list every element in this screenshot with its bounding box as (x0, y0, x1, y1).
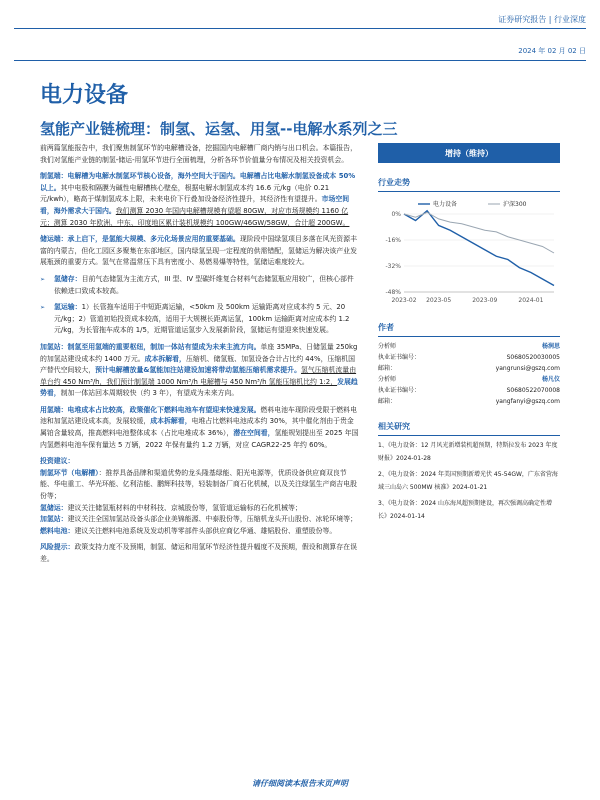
report-title: 氢能产业链梳理：制氢、运氢、用氢--电解水系列之三 (40, 120, 398, 138)
series-line (404, 211, 554, 286)
section-head: 加氢站：制氢至用氢端的重要枢纽，制加一体站有望成为未来主流方向。 (40, 342, 261, 351)
author-row: 分析师 杨凡仪 (378, 376, 560, 383)
bullet-storage: ➢ 氢储存：目前气态储氢为主流方式，III 型、IV 型碳纤维复合材料气态储氢瓶应用较广，但核心部件依赖进口致成本较高。 (40, 274, 360, 297)
x-tick-label: 2023-09 (472, 297, 498, 304)
section-head: 风险提示： (40, 543, 75, 552)
section-production: 制氢端：电解槽为电解水制氢环节核心设备，海外空间大于国内。电解槽占比电解水制氢设备成本 50%以上。其中电极和隔膜为碱性电解槽核心壁垒，根据电解水制氢成本约 16.6 元/kg（电价 0.21 元/kwh），略高于煤制氢成本上限，未来电价下行叠加设备经济性提升，其经济性有望提升。市场空间看，海外需求大于国内。我们测算 2030 年国内电解槽规模有望超 80GW，对应市场规模约 1160 亿元；测算 2030 年欧洲、中东、印度地区累计装机规模约 100GW/46GW/58GW，合计超 200GW。 (40, 172, 356, 227)
bullet-icon: ➢ (40, 275, 46, 283)
invest-item-2: 氢储运：建议关注储氢瓶材料的中材科技、京城股份等，氢管道运输标的石化机械等； (40, 503, 302, 512)
industry-trend-chart (378, 196, 560, 306)
trend-title: 行业走势 (378, 177, 560, 192)
section-invest (40, 456, 360, 468)
sidebar (378, 143, 560, 523)
section-transport: 储运端：承上启下，是氢能大规模、多元化场景应用的重要基础。现阶段中国绿氢项目多落在风光资源丰富的内蒙古，但化工园区多聚集在东部地区，国内绿氢呈现一定程度的供需错配，氢储运为解决该产业发展瓶颈的重要方式。氢气在常温常压下具有密度小、易燃易爆等特性，氢储运难度较大。 (40, 235, 357, 267)
authors-list (378, 341, 560, 407)
main-body (40, 143, 360, 571)
author-row: 分析师 杨润思 (378, 343, 560, 350)
legend-label: 沪深300 (503, 201, 527, 208)
page-footer: 请仔细阅读本报告末页声明 (252, 779, 348, 788)
author-row: 邮箱： yangfanyi@gszq.com (378, 398, 560, 405)
y-tick-label: 0% (391, 211, 401, 218)
x-tick-label: 2023-02 (391, 297, 417, 304)
invest-item-4: 燃料电池：建议关注燃料电池系统及发动机等零部件头部供应商亿华通、雄韬股份、重塑股份等。 (40, 526, 337, 535)
report-type-tags: 证券研究报告 | 行业深度 (498, 15, 586, 24)
author-row: 邮箱： yangrunsi@gszq.com (378, 365, 560, 372)
x-tick-label: 2024-01 (518, 297, 544, 304)
y-tick-label: -16% (385, 237, 401, 244)
related-title: 相关研究 (378, 421, 560, 436)
bullet-transport: ➢ 氢运输：1）长管拖车适用于中短距离运输，<50km 及 500km 运输距离对应成本约 5 元、20 元/kg；2）管道初始投资成本较高，适用于大规模长距离运氢，100km 运输距离对应成本约 1.2 元/kg，为长管拖车成本的 1/5，近期管道运氢步入发展新阶段，氢储运有望迎来快速发展。 (40, 302, 360, 337)
section-head: 制氢端：电解槽为电解水制氢环节核心设备，海外空间大于国内。 (40, 172, 240, 181)
related-report[interactable]: 3、《电力设备：2024 山东海风超预期建设，再次强调高确定性增长》2024-01-14 (378, 500, 552, 520)
section-head: 用氢端：电堆成本占比较高，政策催化下燃料电池车有望迎来快速发展。 (40, 405, 261, 414)
related-report[interactable]: 2、《电力设备：2024 年美国预期新增光伏 45-54GW，广东省营海域三山岛六 500MW 核准》2024-01-21 (378, 471, 558, 491)
legend-label: 电力设备 (433, 201, 458, 208)
author-row: 执业证书编号： S0680520030005 (378, 354, 560, 361)
company-logo (14, 14, 38, 24)
section-usage: 用氢端：电堆成本占比较高，政策催化下燃料电池车有望迎来快速发展。燃料电池车现阶段受限于燃料电池和加氢站建设成本高，发展较缓，成本拆解看，电堆占比燃料电池成本约 30%，其中催化剂由于贵金属铂含量较高，推高燃料电池整体成本（占比电堆成本 36%），潜在空间看，氢能规划提出至 2025 年国内氢燃料电池车保有量达 5 万辆，2022 年保有量约 1.2 万辆，对应 CAGR22-25 年约 60%。 (40, 405, 359, 449)
y-tick-label: -48% (385, 289, 401, 296)
section-station: 加氢站：制氢至用氢端的重要枢纽，制加一体站有望成为未来主流方向。单座 35MPa、日储氢量 250kg 的加氢站建设成本约 1400 万元。成本拆解看，压缩机、储氢瓶、加氢设备合计占比约 44%，压缩机国产替代空间较大，预计电解槽放量&氢能加注站建设加速将带动氢能压缩机需求提升。氢气压缩机流量由单台约 450 Nm³/h，我们预计制氢端 1000 Nm³/h 电解槽与 450 Nm³/h 氢能压缩机比约 1:2，发展趋势看，制加一体站回本周期较快（约 3 年），有望成为未来方向。 (40, 342, 358, 398)
header-divider-2 (14, 60, 586, 61)
sector-title: 电力设备 (40, 83, 129, 108)
report-date: 2024 年 02 月 02 日 (518, 47, 586, 55)
rating-badge: 增持（维持） (378, 143, 560, 163)
authors-title: 作者 (378, 322, 560, 337)
invest-item-3: 加氢站：建议关注全国加氢站设备头部企业美锦能源、中泰股份等，压缩机龙头开山股份、冰轮环境等； (40, 515, 357, 524)
author-row: 执业证书编号： S0680522070008 (378, 387, 560, 394)
section-risk: 风险提示：政策支持力度不及预期，制氢、储运和用氢环节经济性提升幅度不及预期，假设和测算存在误差。 (40, 543, 357, 563)
related-report[interactable]: 1、《电力设备：12 月风光新增装机超预期，特斯拉发布 2023 年度财报》2024-01-28 (378, 442, 558, 462)
intro-paragraph: 前两篇氢能报告中，我们聚焦制氢环节的电解槽设备，挖掘国内电解槽厂商内销与出口机会。本篇报告，我们对氢能产业链的制氢-储运-用氢环节进行全面梳理，分析各环节价值量分布情况及相关投资机会。 (40, 144, 357, 164)
section-head: 投资建议： (40, 457, 75, 466)
bullet-icon: ➢ (40, 304, 46, 312)
header-divider (14, 28, 586, 29)
section-head: 储运端：承上启下，是氢能大规模、多元化场景应用的重要基础。 (40, 235, 240, 244)
invest-item-1: 制氢环节（电解槽）：推荐具备品牌和渠道优势的龙头隆基绿能、阳光电源等，优质设备供应商双良节能、华电重工、华光环能、亿利洁能、鹏辉科技等，轻装制备厂商石化机械，以及关注绿氢生产商吉电股份等； (40, 468, 357, 501)
y-tick-label: -32% (385, 263, 401, 270)
x-tick-label: 2023-05 (426, 297, 452, 304)
